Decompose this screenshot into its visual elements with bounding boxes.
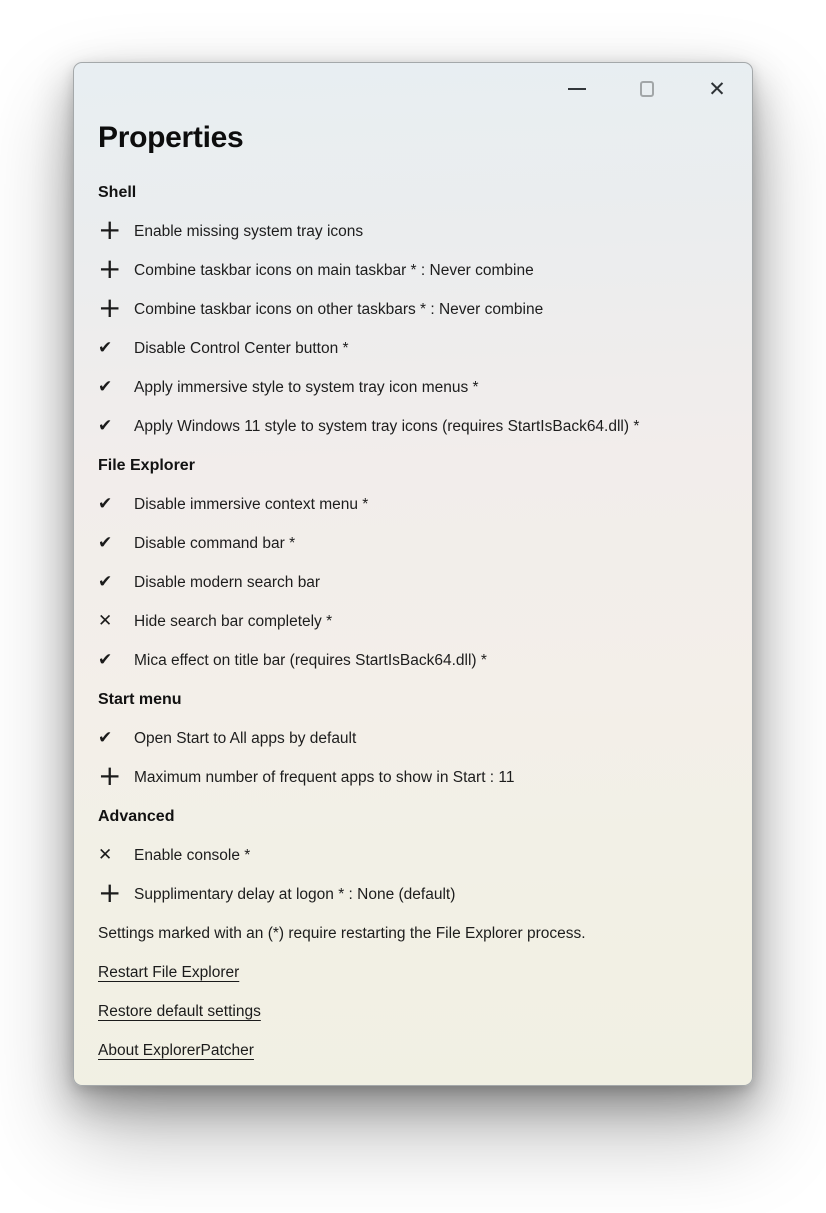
plus-icon: [98, 297, 134, 322]
check-icon: [98, 535, 134, 552]
setting-label: Open Start to All apps by default: [134, 729, 357, 747]
settings-content: [74, 119, 752, 1070]
setting-row[interactable]: [98, 212, 728, 251]
setting-label: Enable console *: [134, 846, 251, 864]
link-row: [98, 953, 728, 992]
setting-row[interactable]: [98, 602, 728, 641]
restart-note: Settings marked with an (*) require restarting the File Explorer process.: [98, 924, 586, 942]
setting-row[interactable]: [98, 641, 728, 680]
setting-label: Disable immersive context menu *: [134, 495, 369, 513]
close-icon: ✕: [708, 76, 726, 101]
setting-label: Hide search bar completely *: [134, 612, 333, 630]
setting-label: Disable modern search bar: [134, 573, 321, 591]
setting-label: Disable Control Center button *: [134, 339, 349, 357]
setting-row[interactable]: [98, 875, 728, 914]
setting-label: Combine taskbar icons on main taskbar * : Never combine: [134, 261, 534, 279]
check-icon: [98, 379, 134, 396]
close-button[interactable]: [694, 70, 740, 108]
cross-icon: [98, 847, 134, 864]
check-icon: [98, 418, 134, 435]
link-row: [98, 1031, 728, 1070]
section-header-shell: Shell: [98, 183, 137, 201]
setting-row[interactable]: [98, 758, 728, 797]
setting-label: Apply immersive style to system tray icon menus *: [134, 378, 479, 396]
check-icon: [98, 730, 134, 747]
plus-icon: [98, 258, 134, 283]
plus-icon: [98, 219, 134, 244]
setting-row[interactable]: [98, 485, 728, 524]
setting-label: Apply Windows 11 style to system tray icons (requires StartIsBack64.dll) *: [134, 417, 640, 435]
setting-row[interactable]: [98, 329, 728, 368]
setting-label: Disable command bar *: [134, 534, 296, 552]
setting-row[interactable]: [98, 563, 728, 602]
titlebar: [74, 63, 752, 109]
setting-row[interactable]: [98, 719, 728, 758]
setting-label: Mica effect on title bar (requires StartIsBack64.dll) *: [134, 651, 487, 669]
section-header-file-explorer: File Explorer: [98, 456, 195, 474]
plus-icon: [98, 765, 134, 790]
setting-label: Enable missing system tray icons: [134, 222, 364, 240]
section-header-advanced: Advanced: [98, 807, 175, 825]
properties-window: [73, 62, 753, 1086]
setting-row[interactable]: [98, 251, 728, 290]
setting-row[interactable]: [98, 836, 728, 875]
minimize-button[interactable]: [554, 70, 600, 108]
setting-label: Maximum number of frequent apps to show in Start : 11: [134, 768, 515, 786]
setting-label: Combine taskbar icons on other taskbars * : Never combine: [134, 300, 544, 318]
restore-default-settings-link[interactable]: Restore default settings: [98, 1002, 261, 1020]
plus-icon: [98, 882, 134, 907]
section-header-start-menu: Start menu: [98, 690, 182, 708]
setting-label: Supplimentary delay at logon * : None (default): [134, 885, 456, 903]
settings-list: [98, 173, 728, 1070]
setting-row[interactable]: [98, 407, 728, 446]
setting-row[interactable]: [98, 524, 728, 563]
maximize-icon: [640, 81, 654, 97]
check-icon: [98, 574, 134, 591]
check-icon: [98, 340, 134, 357]
page-title: Properties: [98, 121, 244, 154]
check-icon: [98, 652, 134, 669]
cross-icon: [98, 613, 134, 630]
maximize-button[interactable]: [624, 70, 670, 108]
restart-file-explorer-link[interactable]: Restart File Explorer: [98, 963, 240, 981]
about-explorerpatcher-link[interactable]: About ExplorerPatcher: [98, 1041, 254, 1059]
minimize-icon: [568, 88, 586, 90]
setting-row[interactable]: [98, 290, 728, 329]
check-icon: [98, 496, 134, 513]
link-row: [98, 992, 728, 1031]
setting-row[interactable]: [98, 368, 728, 407]
